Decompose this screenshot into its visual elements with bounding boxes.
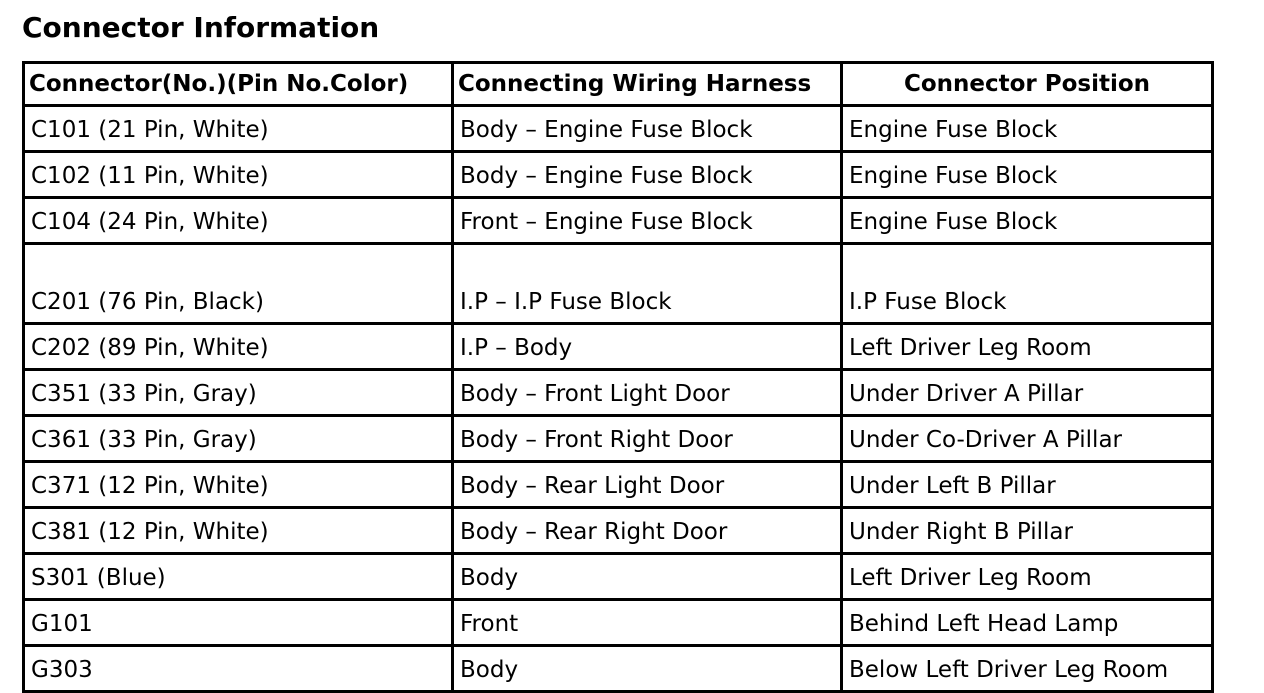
connector-cell: C104 (24 Pin, White) <box>24 198 453 244</box>
position-cell: Under Co-Driver A Pillar <box>842 416 1213 462</box>
page-title: Connector Information <box>22 11 380 44</box>
connector-cell: G303 <box>24 646 453 692</box>
table-row <box>24 244 1213 324</box>
table-row <box>24 462 1213 508</box>
position-cell: Below Left Driver Leg Room <box>842 646 1213 692</box>
harness-cell: I.P – I.P Fuse Block <box>453 244 842 324</box>
connector-cell: C101 (21 Pin, White) <box>24 106 453 152</box>
harness-cell: Body – Front Light Door <box>453 370 842 416</box>
table-row <box>24 370 1213 416</box>
table-row <box>24 600 1213 646</box>
harness-cell: Body – Engine Fuse Block <box>453 106 842 152</box>
table-header-row <box>24 63 1213 106</box>
position-cell: Under Left B Pillar <box>842 462 1213 508</box>
connector-cell: G101 <box>24 600 453 646</box>
position-cell: Under Driver A Pillar <box>842 370 1213 416</box>
column-header-position: Connector Position <box>842 63 1213 106</box>
harness-cell: Body – Front Right Door <box>453 416 842 462</box>
harness-cell: Body <box>453 554 842 600</box>
position-cell: Engine Fuse Block <box>842 152 1213 198</box>
position-cell: Engine Fuse Block <box>842 106 1213 152</box>
position-cell: I.P Fuse Block <box>842 244 1213 324</box>
table-row <box>24 324 1213 370</box>
table-row <box>24 106 1213 152</box>
connector-cell: S301 (Blue) <box>24 554 453 600</box>
harness-cell: Body – Rear Light Door <box>453 462 842 508</box>
harness-cell: Body – Rear Right Door <box>453 508 842 554</box>
harness-cell: Body <box>453 646 842 692</box>
connector-cell: C361 (33 Pin, Gray) <box>24 416 453 462</box>
connector-cell: C102 (11 Pin, White) <box>24 152 453 198</box>
harness-cell: Front – Engine Fuse Block <box>453 198 842 244</box>
connector-cell: C351 (33 Pin, Gray) <box>24 370 453 416</box>
harness-cell: Front <box>453 600 842 646</box>
connector-cell: C371 (12 Pin, White) <box>24 462 453 508</box>
position-cell: Engine Fuse Block <box>842 198 1213 244</box>
table-row <box>24 508 1213 554</box>
position-cell: Behind Left Head Lamp <box>842 600 1213 646</box>
position-cell: Under Right B Pillar <box>842 508 1213 554</box>
table-row <box>24 198 1213 244</box>
table-row <box>24 416 1213 462</box>
harness-cell: Body – Engine Fuse Block <box>453 152 842 198</box>
connector-cell: C201 (76 Pin, Black) <box>24 244 453 324</box>
column-header-harness: Connecting Wiring Harness <box>453 63 842 106</box>
connector-cell: C202 (89 Pin, White) <box>24 324 453 370</box>
table-row <box>24 152 1213 198</box>
position-cell: Left Driver Leg Room <box>842 324 1213 370</box>
harness-cell: I.P – Body <box>453 324 842 370</box>
column-header-connector: Connector(No.)(Pin No.Color) <box>24 63 453 106</box>
connector-table <box>22 61 1214 693</box>
table-row <box>24 554 1213 600</box>
table-row <box>24 646 1213 692</box>
position-cell: Left Driver Leg Room <box>842 554 1213 600</box>
connector-cell: C381 (12 Pin, White) <box>24 508 453 554</box>
